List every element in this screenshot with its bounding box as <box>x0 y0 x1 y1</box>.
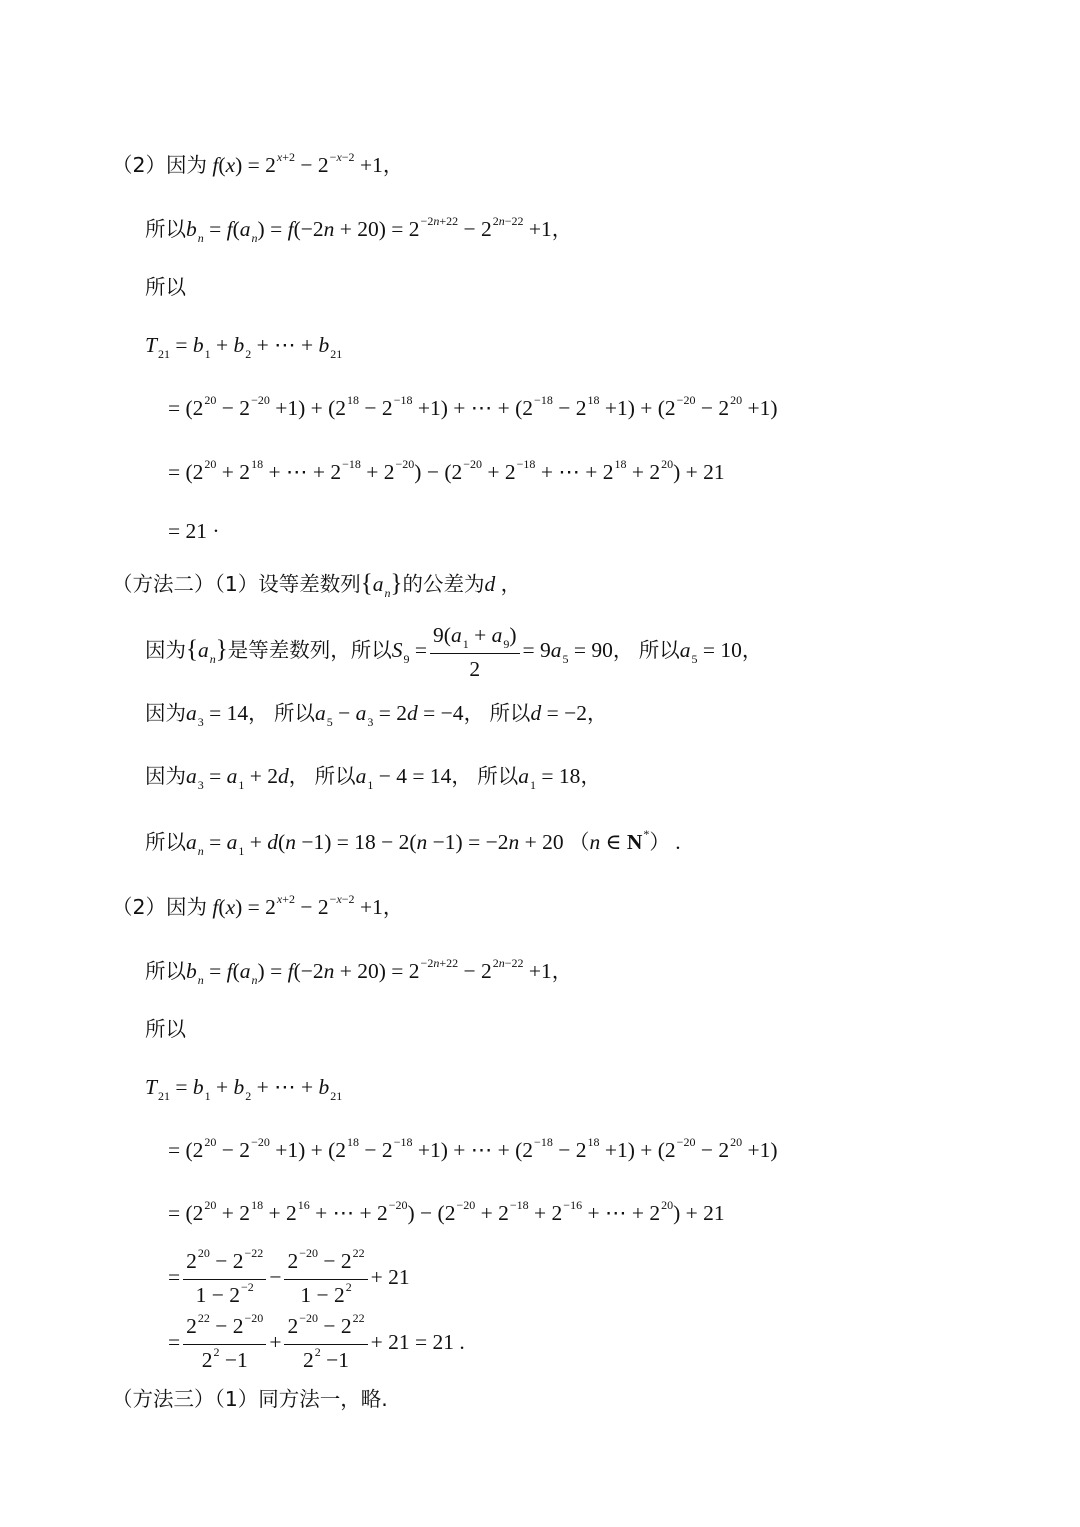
method2-a1-line: 因为$a_3 = a_1 + 2d$， 所以$a_1 - 4 = 14$， 所以$a_1 = 18$， <box>145 764 601 792</box>
t21-grouped-line: = ($2^{20} + 2^{18}$ + ⋯ + $2^{-18} + 2^{-20}) - (2^{-20} + 2^{-18}$ + ⋯ + $2^{18} + 2^{20}) + 21$ <box>168 457 725 484</box>
method3-statement: （方法三）（1）同方法一，略. <box>112 1387 388 1411</box>
fraction-2: $\frac{2^{-20} - 2^{22}}{1 - 2^2}$ <box>284 1249 367 1310</box>
therefore-line-b: 所以 <box>145 1017 186 1041</box>
final-result-line: = $\frac{2^{22} - 2^{-20}}{2^2 -1}$ + $\frac{2^{-20} - 2^{22}}{2^2 -1}$ + 21 = 21 . <box>168 1313 465 1375</box>
therefore-line: 所以 <box>145 275 186 299</box>
method2-d-line: 因为$a_3 = 14$， 所以$a_5 - a_3 = 2d = -4$， 所以d = −2， <box>145 701 608 729</box>
bn-definition: 所以$b_n = f(a_n) = f(-2n + 20) = 2^{-2n+22} - 2^{2n-22} +1$， <box>145 214 573 245</box>
geometric-sum-line: = $\frac{2^{20} - 2^{-22}}{1 - 2^{-2}}$ − $\frac{2^{-20} - 2^{22}}{1 - 2^2}$ + 21 <box>168 1248 410 1310</box>
method2-s9-line: 因为$\{a_n\}$是等差数列，所以$S_9$ = $\frac{9(a_1 + a_9)}{2}$ = $9a_5 = 90$， 所以$a_5 = 10$， <box>145 623 763 682</box>
bn-definition-b: 所以$b_n = f(a_n) = f(-2n + 20) = 2^{-2n+22} - 2^{2n-22} +1$， <box>145 956 573 987</box>
method2-an-line: 所以$a_n = a_1 + d(n -1) = 18 - 2(n -1) = -2n + 20$ （n ∈ N*） . <box>145 827 681 858</box>
t21-result-line: = 21 · <box>168 519 220 543</box>
s9-fraction: $\frac{9(a_1 + a_9)}{2}$ <box>430 623 519 681</box>
t21-sum-line: $T_{21} = b_1 + b_2$ + ⋯ + $b_{21}$ <box>145 333 343 361</box>
fraction-3: $\frac{2^{22} - 2^{-20}}{2^2 -1}$ <box>183 1314 266 1375</box>
method2-statement: （方法二）（1）设等差数列$\{a_n\}$的公差为d ， <box>112 570 522 600</box>
t21-expansion-line-b: = $(2^{20} - 2^{-20} +1) + (2^{18} - 2^{-18} +1)$ + ⋯ + $(2^{-18} - 2^{18} +1) + (2^{-20} - 2^{20} +1)$ <box>168 1135 778 1162</box>
t21-expansion-line: = $(2^{20} - 2^{-20} +1) + (2^{18} - 2^{-18} +1)$ + ⋯ + $(2^{-18} - 2^{18} +1) + (2^{-20} - 2^{20} +1)$ <box>168 393 778 420</box>
fraction-1: $\frac{2^{20} - 2^{-22}}{1 - 2^{-2}}$ <box>183 1249 266 1310</box>
method2-label: （方法二）（1）设等差数列 <box>112 572 361 596</box>
part2-label-b: （2）因为 <box>112 895 208 919</box>
t21-sum-line-b: $T_{21} = b_1 + b_2$ + ⋯ + $b_{21}$ <box>145 1075 343 1103</box>
fraction-4: $\frac{2^{-20} - 2^{22}}{2^2 -1}$ <box>284 1314 367 1375</box>
part2-statement-b: （2）因为 $f(x) = 2^{x+2} - 2^{-x-2} +1$， <box>112 892 404 919</box>
t21-grouped-line-b: = ($2^{20} + 2^{18} + 2^{16}$ + ⋯ + $2^{-20}) - (2^{-20} + 2^{-18} + 2^{-16}$ + ⋯ + $2^{20}) + 21$ <box>168 1198 725 1225</box>
part2-statement: （2）因为 $f(x) = 2^{x+2} - 2^{-x-2} +1$， <box>112 150 404 177</box>
part2-label: （2）因为 <box>112 153 208 177</box>
